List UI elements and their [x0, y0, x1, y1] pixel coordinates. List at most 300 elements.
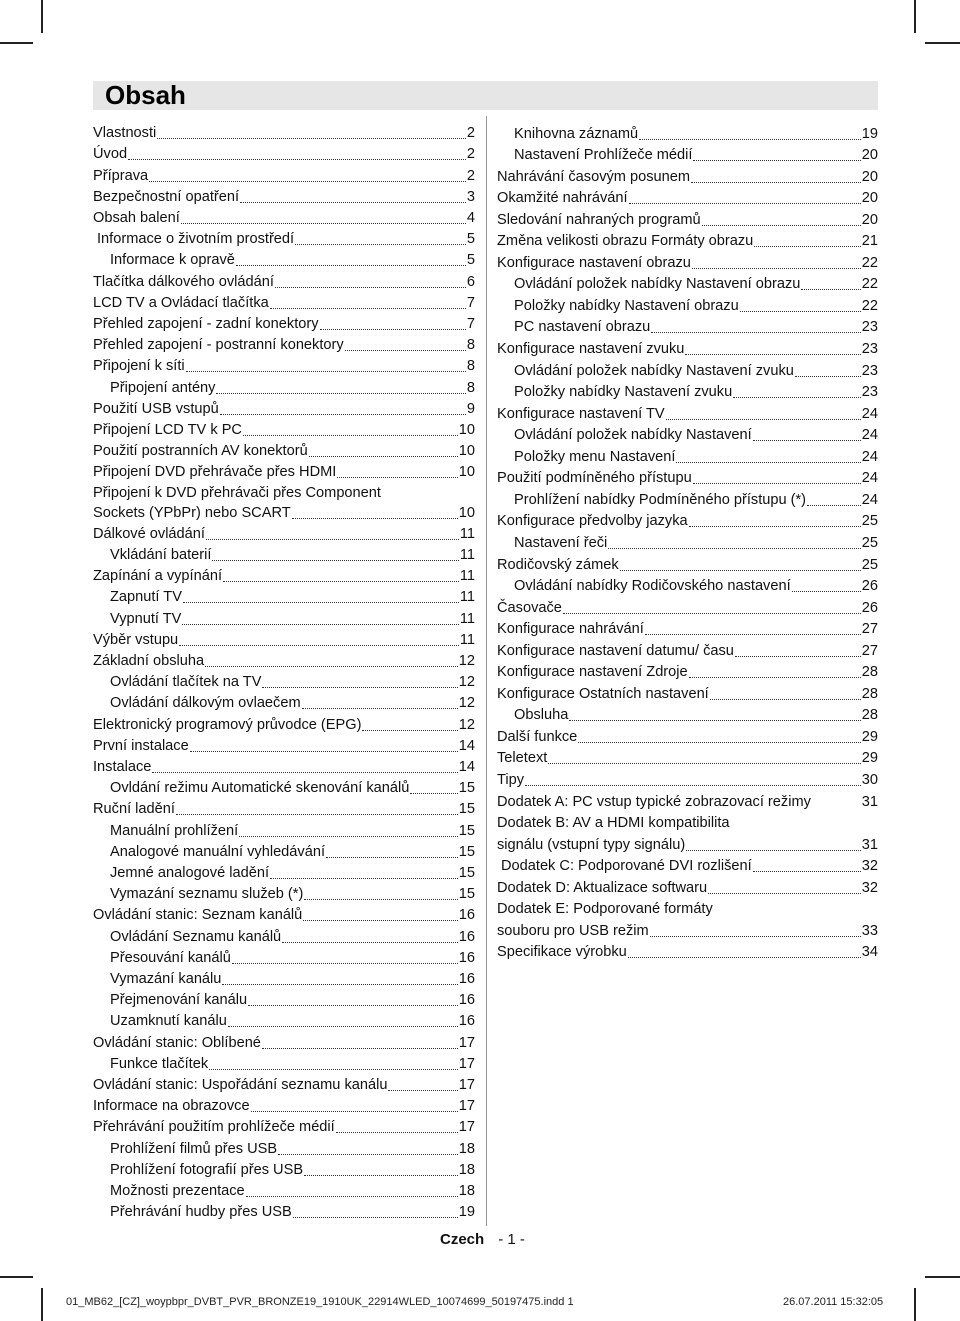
toc-entry	[497, 789, 878, 811]
toc-dot-leader	[209, 1069, 458, 1070]
toc-entry-label: Knihovna záznamů	[514, 125, 639, 142]
toc-entry-label: Sledování nahraných programů	[497, 211, 701, 228]
toc-entry-page: 12	[458, 674, 475, 691]
toc-entry-label: Příprava	[93, 167, 149, 184]
toc-dot-leader	[152, 772, 457, 773]
toc-dot-leader	[278, 1154, 458, 1155]
toc-entry-page: 20	[861, 190, 878, 207]
crop-mark	[914, 0, 916, 33]
toc-entry	[514, 121, 878, 143]
toc-entry-label: Použití podmíněného přístupu	[497, 470, 692, 487]
toc-dot-leader	[795, 376, 861, 377]
toc-entry	[93, 269, 475, 290]
toc-dot-leader	[578, 742, 860, 743]
toc-dot-leader	[608, 548, 860, 549]
toc-entry	[497, 337, 878, 359]
toc-dot-leader	[181, 223, 466, 224]
toc-entry-page: 2	[466, 125, 475, 142]
toc-entry	[497, 746, 878, 768]
toc-dot-leader	[410, 793, 457, 794]
toc-entry-page: 14	[458, 759, 475, 776]
toc-entry-page: 27	[861, 621, 878, 638]
toc-entry	[93, 755, 475, 776]
toc-entry-page: 15	[458, 843, 475, 860]
toc-entry-label: Jemné analogové ladění	[110, 865, 270, 882]
toc-entry-label: Ovládání tlačítek na TV	[110, 674, 262, 691]
toc-entry-label: Ovládání stanic: Seznam kanálů	[93, 907, 303, 924]
toc-entry	[93, 1073, 475, 1094]
toc-dot-leader	[702, 225, 861, 226]
toc-entry-page: 4	[466, 209, 475, 226]
toc-dot-leader	[275, 287, 466, 288]
toc-entry-page: 19	[458, 1204, 475, 1221]
toc-entry-page: 11	[459, 589, 475, 606]
toc-entry	[110, 1200, 475, 1221]
toc-entry	[93, 797, 475, 818]
toc-entry-page: 10	[458, 443, 475, 460]
toc-entry	[110, 1136, 475, 1157]
toc-dot-leader	[691, 182, 861, 183]
toc-entry-label: Obsah balení	[93, 209, 180, 226]
toc-entry	[497, 250, 878, 272]
toc-entry	[497, 509, 878, 531]
toc-entry	[497, 186, 878, 208]
toc-entry	[110, 924, 475, 945]
toc-entry-page: 31	[861, 836, 878, 853]
toc-dot-leader	[639, 139, 861, 140]
toc-entry	[497, 832, 878, 854]
toc-dot-leader	[239, 836, 458, 837]
toc-dot-leader	[176, 814, 458, 815]
toc-dot-leader	[246, 1196, 458, 1197]
toc-dot-leader	[232, 963, 458, 964]
toc-dot-leader	[157, 138, 466, 139]
toc-dot-leader	[236, 265, 466, 266]
toc-entry	[93, 734, 475, 755]
toc-entry-page: 8	[466, 379, 475, 396]
toc-entry-page: 10	[458, 504, 475, 521]
toc-dot-leader	[710, 699, 861, 700]
toc-dot-leader	[183, 602, 459, 603]
toc-entry-page: 21	[861, 233, 878, 250]
toc-dot-leader	[666, 419, 861, 420]
toc-entry-label: Funkce tlačítek	[110, 1055, 209, 1072]
toc-dot-leader	[303, 920, 457, 921]
toc-entry-page: 15	[458, 822, 475, 839]
toc-entry	[497, 207, 878, 229]
toc-entry	[497, 918, 878, 940]
crop-mark	[41, 0, 43, 33]
toc-entry-label: Přehled zapojení - zadní konektory	[93, 315, 319, 332]
toc-dot-leader	[548, 763, 860, 764]
toc-dot-leader	[685, 354, 860, 355]
toc-dot-leader	[689, 677, 861, 678]
toc-dot-leader	[304, 1175, 458, 1176]
toc-entry-label: Informace k opravě	[110, 252, 235, 269]
toc-entry-label: Uzamknutí kanálu	[110, 1013, 227, 1030]
toc-entry-label: Ovldání režimu Automatické skenování kanálů	[110, 780, 410, 797]
toc-entry	[497, 164, 878, 186]
toc-entry-label: Rodičovský zámek	[497, 556, 619, 573]
toc-dot-leader	[693, 483, 861, 484]
toc-entry-page: 19	[861, 125, 878, 142]
toc-entry-page: 16	[458, 928, 475, 945]
toc-entry-page: 28	[861, 664, 878, 681]
toc-entry-label: Připojení k DVD přehrávači přes Component	[93, 484, 381, 501]
toc-entry-page: 18	[458, 1140, 475, 1157]
toc-entry	[514, 530, 878, 552]
toc-entry-label: Ovládání dálkovým ovlaečem	[110, 695, 301, 712]
toc-entry	[93, 903, 475, 924]
toc-entry	[497, 724, 878, 746]
toc-entry	[93, 522, 475, 543]
crop-mark	[925, 1276, 960, 1278]
toc-dot-leader	[753, 871, 861, 872]
toc-entry-page: 24	[861, 491, 878, 508]
footer-language: Czech	[440, 1231, 485, 1248]
toc-entry	[93, 312, 475, 333]
toc-entry	[93, 418, 475, 439]
toc-entry-label: Připojení LCD TV k PC	[93, 421, 242, 438]
toc-entry-label: Elektronický programový průvodce (EPG)	[93, 716, 362, 733]
toc-entry-label: Konfigurace nastavení datumu/ času	[497, 642, 734, 659]
crop-mark	[41, 1288, 43, 1321]
toc-entry-label: Obsluha	[514, 707, 569, 724]
toc-dot-leader	[240, 202, 466, 203]
toc-entry-label: První instalace	[93, 737, 189, 754]
toc-entry	[497, 229, 878, 251]
toc-entry	[93, 206, 475, 227]
toc-dot-leader	[309, 456, 458, 457]
toc-entry-label: Dodatek B: AV a HDMI kompatibilita	[497, 815, 730, 832]
toc-dot-leader	[243, 435, 458, 436]
toc-dot-leader	[620, 570, 861, 571]
toc-entry-label: Položky nabídky Nastavení zvuku	[514, 384, 733, 401]
toc-dot-leader	[569, 720, 860, 721]
toc-entry	[501, 854, 878, 876]
toc-dot-leader	[628, 957, 861, 958]
toc-dot-leader	[216, 393, 465, 394]
toc-entry-label: Úvod	[93, 146, 128, 163]
toc-entry-label: Vkládání baterií	[110, 547, 212, 564]
toc-entry-page: 11	[459, 610, 475, 627]
toc-entry-label: Připojení antény	[110, 379, 216, 396]
toc-entry	[514, 444, 878, 466]
toc-entry-page: 26	[861, 599, 878, 616]
toc-dot-leader	[248, 1005, 458, 1006]
toc-entry-page: 24	[861, 470, 878, 487]
toc-entry-label: Nastavení Prohlížeče médií	[514, 147, 693, 164]
toc-entry	[93, 1030, 475, 1051]
toc-entry-label: Informace na obrazovce	[93, 1098, 250, 1115]
toc-entry-label: Možnosti prezentace	[110, 1183, 245, 1200]
toc-entry-page: 18	[458, 1183, 475, 1200]
toc-entry-label: PC nastavení obrazu	[514, 319, 651, 336]
toc-dot-leader	[262, 687, 457, 688]
toc-entry-page: 24	[861, 448, 878, 465]
toc-dot-leader	[740, 311, 861, 312]
toc-entry	[497, 660, 878, 682]
toc-entry-page: 7	[466, 315, 475, 332]
toc-dot-leader	[754, 246, 860, 247]
toc-dot-leader	[651, 332, 860, 333]
page-footer	[440, 1231, 525, 1248]
toc-entry-page: 18	[458, 1161, 475, 1178]
toc-entry-label: Konfigurace předvolby jazyka	[497, 513, 688, 530]
toc-entry	[93, 163, 475, 184]
print-slug-date: 26.07.2011 15:32:05	[783, 1296, 884, 1308]
toc-entry	[497, 401, 878, 423]
toc-entry	[110, 543, 475, 564]
crop-mark	[914, 1288, 916, 1321]
toc-entry	[110, 946, 475, 967]
toc-entry-label: Položky menu Nastavení	[514, 448, 676, 465]
toc-entry	[110, 1052, 475, 1073]
toc-dot-leader	[336, 1132, 458, 1133]
toc-dot-leader	[807, 505, 861, 506]
toc-entry	[514, 380, 878, 402]
toc-dot-leader	[733, 397, 861, 398]
toc-entry-page: 11	[459, 525, 475, 542]
toc-entry-page: 28	[861, 685, 878, 702]
toc-dot-leader	[345, 350, 466, 351]
toc-entry-label: Konfigurace nastavení TV	[497, 405, 665, 422]
toc-entry-label: Informace o životním prostředí	[97, 231, 295, 248]
toc-dot-leader	[645, 634, 861, 635]
toc-entry	[93, 712, 475, 733]
toc-entry-label: Manuální prohlížení	[110, 822, 239, 839]
toc-entry-label: Prohlížení fotografií přes USB	[110, 1161, 304, 1178]
toc-entry-page: 20	[861, 147, 878, 164]
toc-dot-leader	[388, 1090, 457, 1091]
toc-entry	[514, 703, 878, 725]
toc-entry-label: Dodatek A: PC vstup typické zobrazovací režimy	[497, 793, 811, 810]
toc-dot-leader	[689, 526, 861, 527]
toc-entry-page: 20	[861, 168, 878, 185]
toc-entry-label: Tipy	[497, 772, 525, 789]
toc-dot-leader	[525, 785, 861, 786]
toc-entry	[93, 649, 475, 670]
toc-entry-label: Použití USB vstupů	[93, 400, 219, 417]
toc-entry-page: 6	[466, 273, 475, 290]
toc-entry-page: 15	[458, 801, 475, 818]
toc-entry-page: 9	[466, 400, 475, 417]
toc-entry-page: 29	[861, 750, 878, 767]
toc-entry	[93, 481, 475, 521]
toc-entry-label: Připojení k síti	[93, 358, 185, 375]
toc-entry	[514, 315, 878, 337]
toc-dot-leader	[650, 936, 861, 937]
toc-entry	[497, 897, 878, 919]
toc-entry-label: Okamžité nahrávání	[497, 190, 628, 207]
toc-entry	[514, 272, 878, 294]
toc-entry-label: Ruční ladění	[93, 801, 175, 818]
toc-entry-page: 11	[459, 547, 475, 564]
toc-dot-leader	[282, 942, 458, 943]
toc-entry-page: 24	[861, 405, 878, 422]
toc-entry	[110, 606, 475, 627]
toc-entry	[110, 818, 475, 839]
toc-entry	[110, 248, 475, 269]
toc-entry-label: Zapínání a vypínání	[93, 568, 222, 585]
toc-dot-leader	[792, 591, 861, 592]
toc-entry-page: 12	[458, 695, 475, 712]
toc-dot-leader	[304, 899, 457, 900]
toc-entry-page: 17	[458, 1119, 475, 1136]
toc-entry	[514, 358, 878, 380]
toc-entry	[93, 185, 475, 206]
toc-dot-leader	[270, 878, 458, 879]
toc-entry-label: Základní obsluha	[93, 653, 205, 670]
toc-dot-leader	[190, 751, 458, 752]
toc-entry	[110, 967, 475, 988]
toc-entry-page: 17	[458, 1034, 475, 1051]
toc-entry-label: Tlačítka dálkového ovládání	[93, 273, 274, 290]
toc-dot-leader	[326, 857, 458, 858]
toc-entry-page: 22	[861, 276, 878, 293]
toc-entry-label: Instalace	[93, 759, 152, 776]
toc-dot-leader	[362, 730, 457, 731]
toc-entry-page: 10	[458, 464, 475, 481]
toc-entry	[514, 143, 878, 165]
toc-entry	[110, 882, 475, 903]
toc-entry-page: 23	[861, 341, 878, 358]
toc-entry-label: Přehled zapojení - postranní konektory	[93, 337, 344, 354]
toc-entry	[110, 1158, 475, 1179]
toc-dot-leader	[270, 308, 466, 309]
toc-entry-label: Položky nabídky Nastavení obrazu	[514, 297, 739, 314]
toc-entry-label-continued: Sockets (YPbPr) nebo SCART	[93, 504, 291, 521]
toc-entry-page: 34	[861, 944, 878, 961]
toc-entry	[497, 811, 878, 833]
toc-entry-label: Ovládání položek nabídky Nastavení	[514, 427, 752, 444]
toc-entry	[497, 940, 878, 962]
toc-dot-leader	[262, 1048, 458, 1049]
toc-entry	[514, 487, 878, 509]
toc-entry-page: 25	[861, 513, 878, 530]
toc-entry-label: Další funkce	[497, 728, 578, 745]
toc-entry	[93, 1115, 475, 1136]
toc-entry-label: Konfigurace Ostatních nastavení	[497, 685, 709, 702]
toc-entry-page: 23	[861, 319, 878, 336]
toc-entry-label: Konfigurace nastavení obrazu	[497, 254, 691, 271]
toc-dot-leader	[149, 181, 466, 182]
toc-entry	[497, 638, 878, 660]
toc-entry-page: 8	[466, 337, 475, 354]
toc-entry	[497, 768, 878, 790]
toc-entry	[93, 439, 475, 460]
toc-dot-leader	[708, 893, 861, 894]
toc-dot-leader	[223, 581, 459, 582]
toc-entry-label: Konfigurace nahrávání	[497, 621, 644, 638]
toc-entry	[497, 617, 878, 639]
toc-entry	[514, 293, 878, 315]
title-bar	[93, 81, 878, 110]
toc-entry-label: Specifikace výrobku	[497, 944, 627, 961]
toc-entry-page: 32	[861, 858, 878, 875]
toc-dot-leader	[182, 624, 458, 625]
toc-entry-label: Ovládání stanic: Oblíbené	[93, 1034, 261, 1051]
toc-entry-label: LCD TV a Ovládací tlačítka	[93, 294, 269, 311]
toc-entry-label: Přesouvání kanálů	[110, 949, 231, 966]
toc-entry	[497, 552, 878, 574]
toc-entry	[93, 460, 475, 481]
toc-entry-label: Bezpečnostní opatření	[93, 188, 240, 205]
toc-entry-page: 23	[861, 384, 878, 401]
toc-entry	[514, 574, 878, 596]
toc-entry-page: 12	[458, 716, 475, 733]
toc-dot-leader	[220, 414, 466, 415]
toc-dot-leader	[222, 984, 457, 985]
toc-entry-page: 15	[458, 865, 475, 882]
toc-entry-page: 33	[861, 922, 878, 939]
toc-dot-leader	[295, 244, 466, 245]
toc-entry-page: 29	[861, 728, 878, 745]
toc-entry	[497, 875, 878, 897]
toc-entry	[93, 1094, 475, 1115]
toc-entry-label: Dodatek D: Aktualizace softwaru	[497, 879, 708, 896]
toc-entry-page: 3	[466, 188, 475, 205]
toc-dot-leader	[228, 1026, 458, 1027]
toc-dot-leader	[251, 1111, 458, 1112]
toc-entry	[93, 354, 475, 375]
toc-entry-label: Přehrávání použitím prohlížeče médií	[93, 1119, 335, 1136]
toc-entry	[110, 585, 475, 606]
toc-entry-page: 17	[458, 1098, 475, 1115]
toc-dot-leader	[692, 268, 861, 269]
toc-entry-label: Vlastnosti	[93, 125, 157, 142]
toc-dot-leader	[676, 462, 860, 463]
toc-entry-page: 11	[459, 631, 475, 648]
toc-entry	[93, 628, 475, 649]
toc-entry-page: 16	[458, 907, 475, 924]
toc-entry-label: Vymazání kanálu	[110, 971, 222, 988]
toc-entry-label: Ovládání položek nabídky Nastavení obrazu	[514, 276, 801, 293]
toc-entry-page: 22	[861, 254, 878, 271]
toc-entry-label: souboru pro USB režim	[497, 922, 649, 939]
toc-dot-leader	[186, 371, 466, 372]
toc-entry-page: 30	[861, 772, 878, 789]
toc-dot-leader	[292, 518, 458, 519]
toc-entry-label: Prohlížení filmů přes USB	[110, 1140, 278, 1157]
toc-entry	[110, 861, 475, 882]
toc-entry	[110, 691, 475, 712]
toc-dot-leader	[686, 850, 861, 851]
toc-entry-page: 24	[861, 427, 878, 444]
toc-entry-label: Časovače	[497, 599, 562, 616]
toc-entry-page: 27	[861, 642, 878, 659]
toc-entry-page: 25	[861, 534, 878, 551]
toc-entry	[93, 121, 475, 142]
toc-entry	[497, 595, 878, 617]
toc-entry	[110, 776, 475, 797]
toc-dot-leader	[212, 560, 458, 561]
toc-entry-page: 20	[861, 211, 878, 228]
crop-mark	[0, 1276, 33, 1278]
toc-entry	[497, 681, 878, 703]
toc-entry-page: 32	[861, 879, 878, 896]
crop-mark	[0, 42, 33, 44]
print-slug-file: 01_MB62_[CZ]_woypbpr_DVBT_PVR_BRONZE19_1910UK_22914WLED_10074699_50197475.indd 1	[66, 1296, 574, 1308]
page-title: Obsah	[105, 80, 186, 110]
toc-entry	[110, 375, 475, 396]
toc-dot-leader	[629, 203, 861, 204]
toc-entry-page: 14	[458, 737, 475, 754]
toc-entry	[110, 1009, 475, 1030]
toc-entry-label: Výběr vstupu	[93, 631, 179, 648]
toc-entry-page: 17	[458, 1077, 475, 1094]
toc-entry-label: Nastavení řeči	[514, 534, 608, 551]
